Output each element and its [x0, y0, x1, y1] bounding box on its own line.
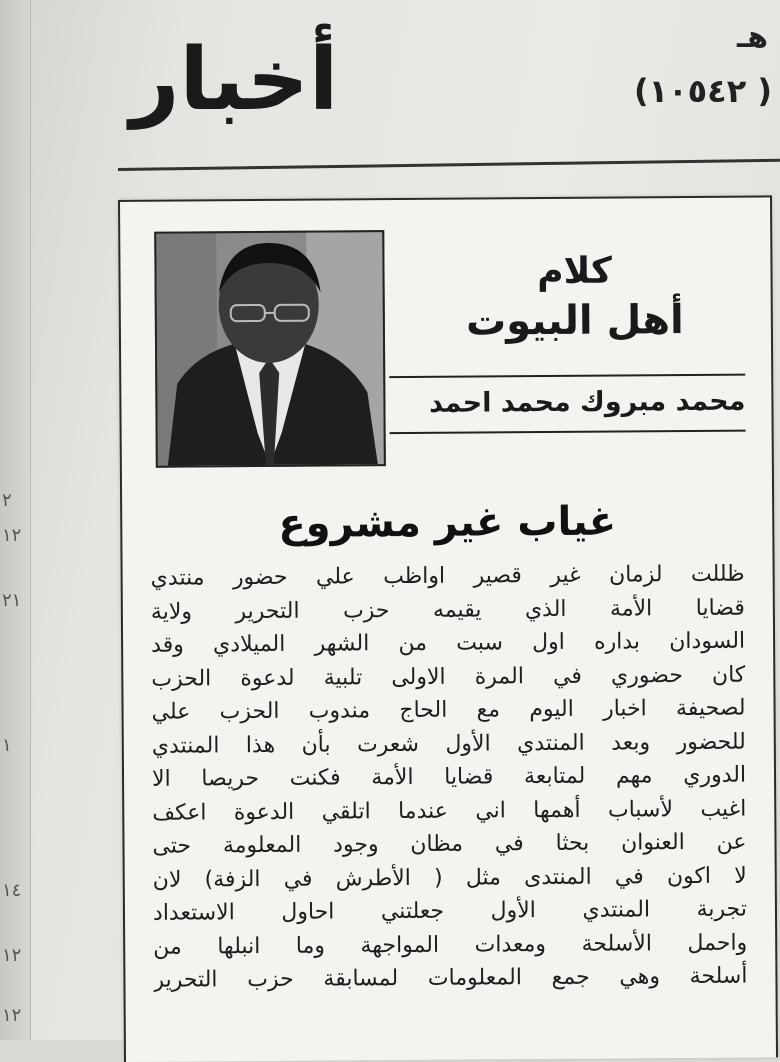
header-rule: [118, 159, 780, 171]
body-line: لصحيفة اخبار اليوم مع الحاج مندوب الحزب علي: [151, 692, 745, 730]
author-name: محمد مبروك محمد احمد: [389, 386, 745, 419]
column-section-title: [388, 248, 761, 349]
issue-number: ( ١٠٥٤٢): [634, 72, 772, 110]
author-photo: [154, 230, 386, 468]
side-fragment: ٢١: [2, 590, 21, 611]
section-title-line2: أهل البيوت: [389, 294, 761, 349]
side-fragment: ١٢: [2, 525, 21, 546]
adjacent-page-edge: [0, 0, 31, 1040]
article-body: [151, 558, 748, 998]
side-fragment: ١: [2, 735, 12, 756]
body-line: الدوري مهم لمتابعة قضايا الأمة فكنت حريصا الا: [152, 759, 746, 797]
body-line: ظللت لزمان غير قصير اواظب علي حضور منتدي: [151, 558, 745, 596]
author-portrait-image: [156, 232, 384, 466]
opinion-column: [118, 195, 778, 1062]
body-line: قضايا الأمة الذي يقيمه حزب التحرير ولاية: [151, 591, 745, 629]
section-title-line1: كلام: [388, 248, 760, 297]
body-line: كان حضوري في المرة الاولى تلبية لدعوة الحزب: [151, 658, 745, 696]
body-line: أسلحة وهي جمع المعلومات لمسابقة حزب التحرير: [153, 960, 747, 998]
body-line: السودان بداره اول سبت من الشهر الميلادي وقد: [151, 625, 745, 663]
body-line: عن العنوان بحثا في مظان وجود المعلومة حتى: [152, 826, 746, 864]
newspaper-masthead: أخبار: [130, 30, 338, 130]
side-fragment: ١٤: [2, 880, 21, 901]
article-title: غياب غير مشروع: [122, 497, 772, 548]
body-line: للحضور وبعد المنتدي الأول شعرت بأن هذا المنتدي: [152, 725, 746, 763]
side-fragment: ٢: [2, 490, 12, 511]
body-line: لا اكون في المنتدى مثل ( الأطرش في الزفة) لان: [153, 859, 747, 897]
byline-rule-bottom: [390, 430, 746, 434]
side-fragment: ١٢: [2, 945, 21, 966]
body-line: اغيب لأسباب أهمها اني عندما اتلقي الدعوة اعكف: [152, 792, 746, 830]
byline-rule-top: [389, 374, 745, 378]
body-line: واحمل الأسلحة ومعدات المواجهة وما انبلها من: [153, 926, 747, 964]
side-fragment: ١٢: [2, 1005, 21, 1026]
hijri-mark: هـ: [737, 20, 768, 55]
body-line: تجربة المنتدي الأول جعلتني احاول الاستعداد: [153, 893, 747, 931]
